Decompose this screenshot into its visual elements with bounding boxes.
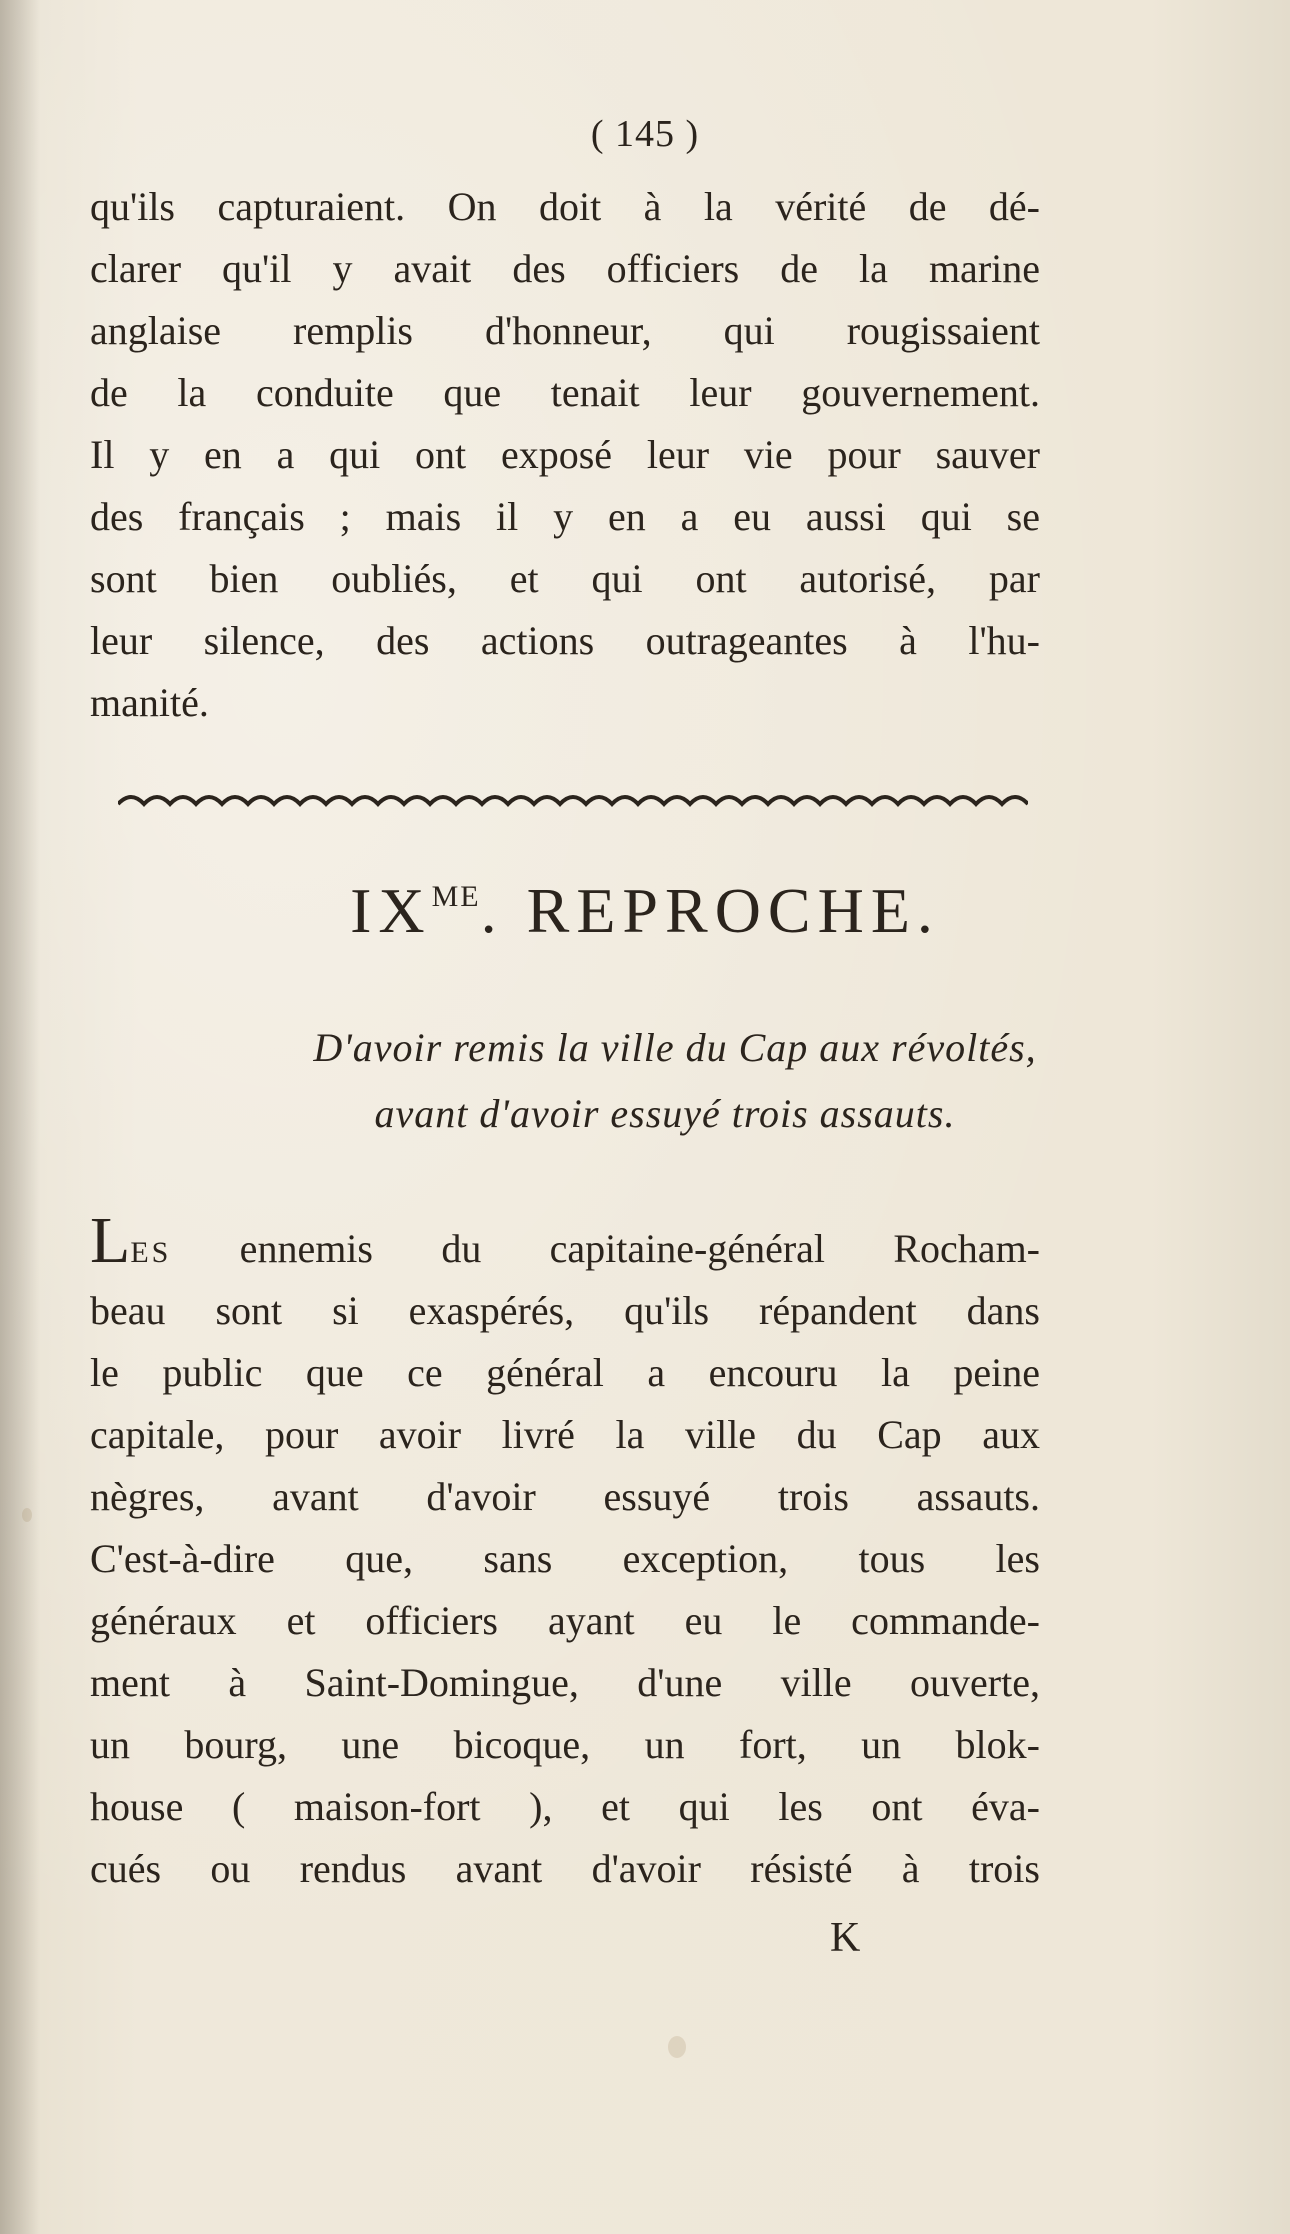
text-line: house ( maison-fort ), et qui les ont éva-	[90, 1784, 1040, 1829]
text-line: qu'ils capturaient. On doit à la vérité de dé-	[90, 184, 1040, 229]
drop-cap: L	[90, 1204, 131, 1277]
text-line: généraux et officiers ayant eu le commande-	[90, 1598, 1040, 1643]
paragraph-continued	[90, 176, 1040, 734]
text-line: clarer qu'il y avait des officiers de la marine	[90, 246, 1040, 291]
text-line: leur silence, des actions outrageantes à l'hu-	[90, 618, 1040, 663]
text-line: manité.	[90, 680, 209, 725]
text-line: nègres, avant d'avoir essuyé trois assauts.	[90, 1474, 1040, 1519]
chapter-title: . REPROCHE.	[480, 875, 940, 946]
text-line: de la conduite que tenait leur gouvernement.	[90, 370, 1040, 415]
text-line: sont bien oubliés, et qui ont autorisé, par	[90, 556, 1040, 601]
paragraph-main	[90, 1204, 1040, 1900]
decorative-wavy-rule	[118, 784, 1028, 818]
text-line: des français ; mais il y en a eu aussi qui se	[90, 494, 1040, 539]
text-line: C'est-à-dire que, sans exception, tous les	[90, 1536, 1040, 1581]
text-line: Il y en a qui ont exposé leur vie pour sauver	[90, 432, 1040, 477]
text-line: ment à Saint-Domingue, d'une ville ouverte,	[90, 1660, 1040, 1705]
chapter-subtitle-line: D'avoir remis la ville du Cap aux révoltés,	[313, 1025, 1037, 1070]
page-number: ( 145 )	[590, 113, 700, 155]
text-line: cués ou rendus avant d'avoir résisté à trois	[90, 1846, 1040, 1891]
chapter-heading	[0, 874, 1290, 948]
foxing-spot	[668, 2036, 686, 2058]
text-line: un bourg, une bicoque, un fort, un blok-	[90, 1722, 1040, 1767]
text-line: anglaise remplis d'honneur, qui rougissaient	[90, 308, 1040, 353]
text-line	[90, 1204, 1040, 1280]
small-caps-word: ES	[130, 1236, 172, 1269]
signature-mark: K	[830, 1915, 861, 1961]
chapter-subtitle-line: avant d'avoir essuyé trois assauts.	[374, 1091, 956, 1136]
text-line-rest: ennemis du capitaine-général Rocham-	[171, 1226, 1040, 1271]
chapter-ordinal-suffix: ME	[431, 880, 481, 913]
text-line: beau sont si exaspérés, qu'ils répandent dans	[90, 1288, 1040, 1333]
foxing-spot	[22, 1508, 32, 1522]
chapter-numeral: IX	[350, 875, 432, 946]
text-line: capitale, pour avoir livré la ville du Cap aux	[90, 1412, 1040, 1457]
text-line: le public que ce général a encouru la peine	[90, 1350, 1040, 1395]
